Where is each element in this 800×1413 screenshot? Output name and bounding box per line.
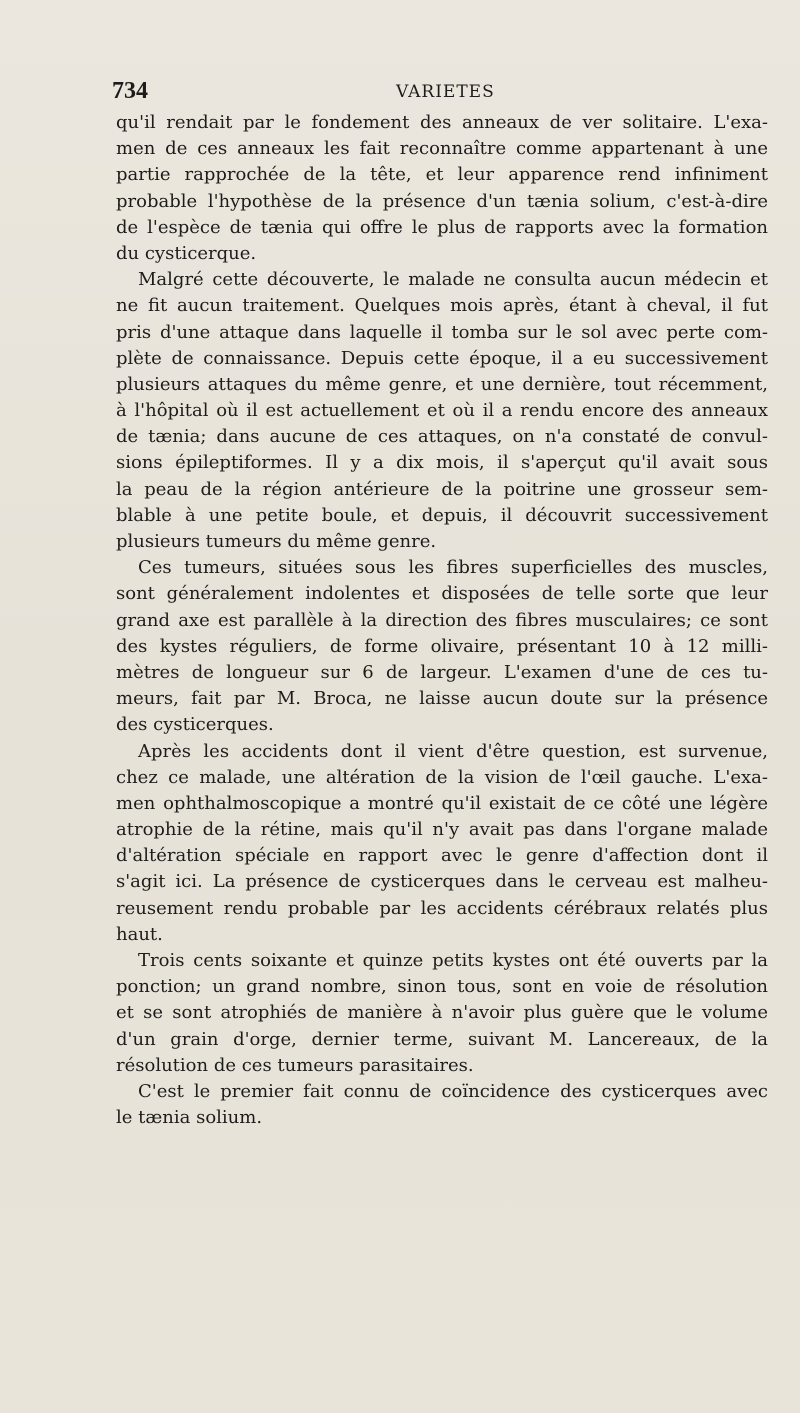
text-line: sont généralement indolentes et disposées de telle sorte que leur	[116, 583, 768, 605]
text-line: la peau de la région antérieure de la poitrine une grosseur sem-	[116, 478, 768, 500]
text-line: Après les accidents dont il vient d'être question, est survenue,	[138, 740, 768, 762]
body-text	[116, 110, 768, 1131]
text-line: meurs, fait par M. Broca, ne laisse aucun doute sur la présence	[116, 688, 768, 710]
text-line: men ophthalmoscopique a montré qu'il existait de ce côté une légère	[116, 792, 768, 814]
text-line: s'agit ici. La présence de cysticerques dans le cerveau est malheu-	[116, 871, 768, 893]
text-line: résolution de ces tumeurs parasitaires.	[116, 1054, 474, 1076]
text-line: ne fit aucun traitement. Quelques mois après, étant à cheval, il fut	[116, 295, 768, 317]
text-line: mètres de longueur sur 6 de largeur. L'examen d'une de ces tu-	[116, 661, 768, 683]
text-line: grand axe est parallèle à la direction des fibres musculaires; ce sont	[116, 609, 768, 631]
text-line: de tænia; dans aucune de ces attaques, on n'a constaté de convul-	[116, 426, 768, 448]
running-head: VARIETES	[396, 82, 495, 102]
page-header	[112, 78, 762, 108]
text-line: d'altération spéciale en rapport avec le genre d'affection dont il	[116, 845, 768, 867]
text-line: à l'hôpital où il est actuellement et où il a rendu encore des anneaux	[116, 400, 768, 422]
text-line: des kystes réguliers, de forme olivaire, présentant 10 à 12 milli-	[116, 635, 768, 657]
text-line: plusieurs attaques du même genre, et une dernière, tout récemment,	[116, 373, 768, 395]
text-line: qu'il rendait par le fondement des anneaux de ver solitaire. L'exa-	[116, 112, 768, 133]
text-line: sions épileptiformes. Il y a dix mois, il s'aperçut qu'il avait sous	[116, 452, 768, 474]
text-line: chez ce malade, une altération de la vision de l'œil gauche. L'exa-	[116, 766, 768, 788]
text-line: le tænia solium.	[116, 1107, 263, 1129]
text-line: Ces tumeurs, situées sous les fibres superficielles des muscles,	[138, 557, 768, 579]
text-line: partie rapprochée de la tête, et leur apparence rend infiniment	[116, 164, 768, 186]
text-line: Trois cents soixante et quinze petits kystes ont été ouverts par la	[138, 950, 768, 971]
text-line: pris d'une attaque dans laquelle il tomba sur le sol avec perte com-	[116, 321, 768, 343]
page-number: 734	[112, 78, 148, 104]
text-line: et se sont atrophiés de manière à n'avoir plus guère que le volume	[116, 1002, 768, 1024]
text-line: Malgré cette découverte, le malade ne consulta aucun médecin et	[138, 269, 768, 291]
text-line: du cysticerque.	[116, 242, 257, 264]
text-line: ponction; un grand nombre, sinon tous, sont en voie de résolution	[116, 976, 768, 998]
text-line: men de ces anneaux les fait reconnaître comme appartenant à une	[116, 138, 768, 160]
text-line: de l'espèce de tænia qui offre le plus de rapports avec la formation	[116, 216, 768, 238]
text-line: haut.	[116, 923, 163, 945]
text-line: reusement rendu probable par les accidents cérébraux relatés plus	[116, 897, 768, 919]
text-line: des cysticerques.	[116, 714, 274, 736]
text-line: plusieurs tumeurs du même genre.	[116, 531, 437, 552]
text-line: blable à une petite boule, et depuis, il découvrit successivement	[116, 504, 768, 526]
text-line: plète de connaissance. Depuis cette époque, il a eu successivement	[116, 347, 768, 369]
text-line: d'un grain d'orge, dernier terme, suivant M. Lancereaux, de la	[116, 1028, 768, 1050]
text-line: C'est le premier fait connu de coïncidence des cysticerques avec	[138, 1080, 768, 1102]
text-line: probable l'hypothèse de la présence d'un tænia solium, c'est-à-dire	[116, 190, 768, 212]
text-line: atrophie de la rétine, mais qu'il n'y avait pas dans l'organe malade	[116, 819, 768, 841]
